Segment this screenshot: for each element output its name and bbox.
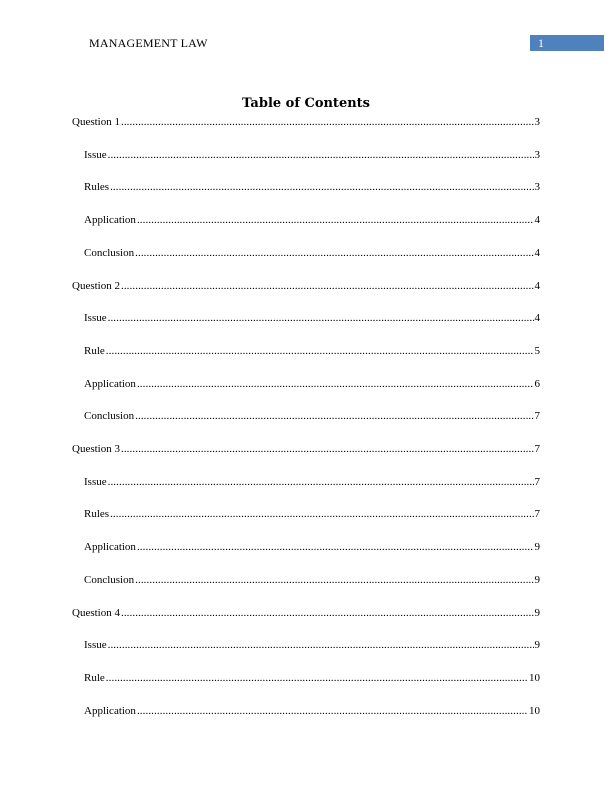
toc-entry[interactable]	[84, 312, 540, 325]
toc-dot-leader	[121, 607, 534, 620]
toc-dot-leader	[106, 345, 534, 358]
toc-entry-label: Rules	[84, 508, 110, 521]
toc-dot-leader	[108, 312, 534, 325]
toc-entry[interactable]	[84, 672, 540, 685]
toc-entry-page-number: 10	[529, 704, 540, 717]
toc-entry[interactable]	[84, 705, 540, 718]
toc-dot-leader	[135, 574, 533, 587]
toc-entry-page-number: 4	[534, 246, 540, 259]
toc-entry[interactable]	[84, 181, 540, 194]
toc-entry-page-number: 9	[534, 541, 540, 554]
toc-entry[interactable]	[84, 639, 540, 652]
toc-dot-leader	[121, 443, 534, 456]
toc-entry-page-number: 4	[534, 279, 540, 292]
toc-entry[interactable]	[84, 247, 540, 260]
toc-entry-page-number: 9	[534, 573, 540, 586]
toc-entry-label: Issue	[84, 148, 107, 161]
toc-entry-label: Issue	[84, 312, 107, 325]
toc-entry-page-number: 4	[534, 312, 540, 325]
page-number: 1	[538, 36, 544, 50]
toc-dot-leader	[137, 541, 534, 554]
toc-entry-label: Application	[84, 377, 136, 390]
toc-dot-leader	[137, 378, 534, 391]
toc-entry[interactable]	[72, 607, 540, 620]
toc-entry-label: Application	[84, 704, 136, 717]
toc-dot-leader	[137, 705, 528, 718]
toc-entry-page-number: 6	[534, 377, 540, 390]
toc-entry-page-number: 7	[534, 443, 540, 455]
toc-entry-page-number: 3	[534, 116, 540, 128]
toc-entry-page-number: 3	[534, 148, 540, 161]
toc-entry[interactable]	[84, 345, 540, 358]
toc-entry[interactable]	[84, 149, 540, 162]
toc-entry-page-number: 7	[534, 410, 540, 423]
toc-entry[interactable]	[72, 280, 540, 293]
toc-entry[interactable]	[72, 443, 540, 456]
toc-entry-label: Conclusion	[84, 410, 135, 423]
toc-entry-page-number: 10	[529, 671, 540, 684]
toc-entry-label: Application	[84, 541, 136, 554]
toc-entry-label: Rule	[84, 671, 105, 684]
toc-entry-page-number: 7	[534, 508, 540, 521]
toc-entry-label: Conclusion	[84, 573, 135, 586]
toc-entry-label: Issue	[84, 639, 107, 652]
toc-dot-leader	[108, 639, 534, 652]
toc-entry[interactable]	[84, 476, 540, 489]
toc-entry[interactable]	[84, 378, 540, 391]
toc-entry[interactable]	[72, 116, 540, 129]
toc-heading: Table of Contents	[242, 96, 370, 111]
toc-dot-leader	[108, 476, 534, 489]
toc-entry-label: Question 2	[72, 279, 120, 292]
toc-entry[interactable]	[84, 574, 540, 587]
toc-entry[interactable]	[84, 508, 540, 521]
toc-entry-page-number: 4	[534, 214, 540, 227]
toc-entry-page-number: 3	[534, 181, 540, 194]
toc-dot-leader	[135, 410, 533, 423]
toc-entry-label: Application	[84, 214, 136, 227]
toc-dot-leader	[108, 149, 534, 162]
toc-entry-page-number: 9	[534, 639, 540, 652]
document-header-title: MANAGEMENT LAW	[89, 36, 208, 50]
toc-entry-label: Question 1	[72, 116, 120, 128]
toc-dot-leader	[110, 181, 533, 194]
toc-entry-page-number: 5	[534, 344, 540, 357]
toc-entry-label: Question 4	[72, 606, 120, 619]
toc-dot-leader	[106, 672, 528, 685]
toc-entry-page-number: 9	[534, 606, 540, 619]
toc-dot-leader	[137, 214, 534, 227]
toc-entry[interactable]	[84, 541, 540, 554]
toc-entry-label: Question 3	[72, 443, 120, 455]
toc-entry-label: Rule	[84, 344, 105, 357]
toc-dot-leader	[135, 247, 533, 260]
toc-entry-label: Issue	[84, 475, 107, 488]
toc-entry[interactable]	[84, 410, 540, 423]
toc-entry[interactable]	[84, 214, 540, 227]
toc-dot-leader	[121, 116, 534, 129]
toc-entry-page-number: 7	[534, 475, 540, 488]
toc-dot-leader	[110, 508, 533, 521]
toc-entry-label: Conclusion	[84, 246, 135, 259]
toc-dot-leader	[121, 280, 534, 293]
toc-entry-label: Rules	[84, 181, 110, 194]
